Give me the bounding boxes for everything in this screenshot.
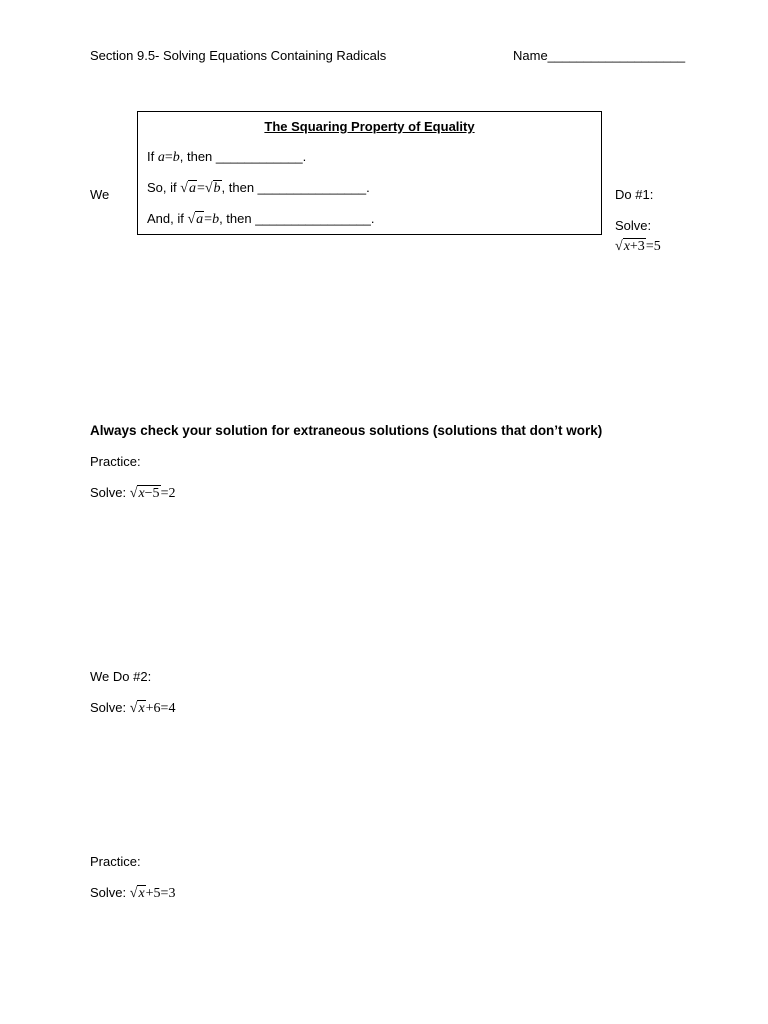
equation-a-equals-b: a=b (157, 150, 180, 165)
squaring-property-box (137, 111, 602, 235)
box-title: The Squaring Property of Equality (264, 119, 475, 134)
sqrt-symbol: √x+3 (615, 239, 645, 254)
name-field-label: Name___________________ (513, 48, 686, 63)
sqrt-symbol: √x (129, 886, 145, 901)
do1-label: Do #1: (615, 187, 654, 202)
practice1-problem: Solve: √x−5=2 (90, 485, 176, 501)
practice2-problem: Solve: √x+5=3 (90, 885, 176, 901)
sqrt-symbol: √a (180, 181, 196, 196)
do1-solve-label: Solve: (615, 218, 652, 233)
do1-equation: √x+3=5 (615, 239, 661, 254)
sqrt-symbol: √b (204, 181, 221, 196)
extraneous-note: Always check your solution for extraneous solutions (solutions that don’t work) (90, 423, 603, 438)
sqrt-symbol: √a (187, 212, 204, 227)
sqrt-symbol: √x (129, 701, 145, 716)
box-line-1: If a=b, then ____________. (147, 149, 307, 165)
we-label: We (90, 187, 110, 202)
practice2-label: Practice: (90, 854, 141, 869)
we-do2-label: We Do #2: (90, 669, 152, 684)
practice1-label: Practice: (90, 454, 141, 469)
box-line-2: So, if √a=√b, then _______________. (147, 180, 370, 196)
section-title: Section 9.5- Solving Equations Containing Radicals (90, 48, 387, 63)
we-do2-problem: Solve: √x+6=4 (90, 700, 176, 716)
sqrt-symbol: √x−5 (129, 486, 160, 501)
box-line-3: And, if √a=b, then ________________. (147, 211, 375, 227)
